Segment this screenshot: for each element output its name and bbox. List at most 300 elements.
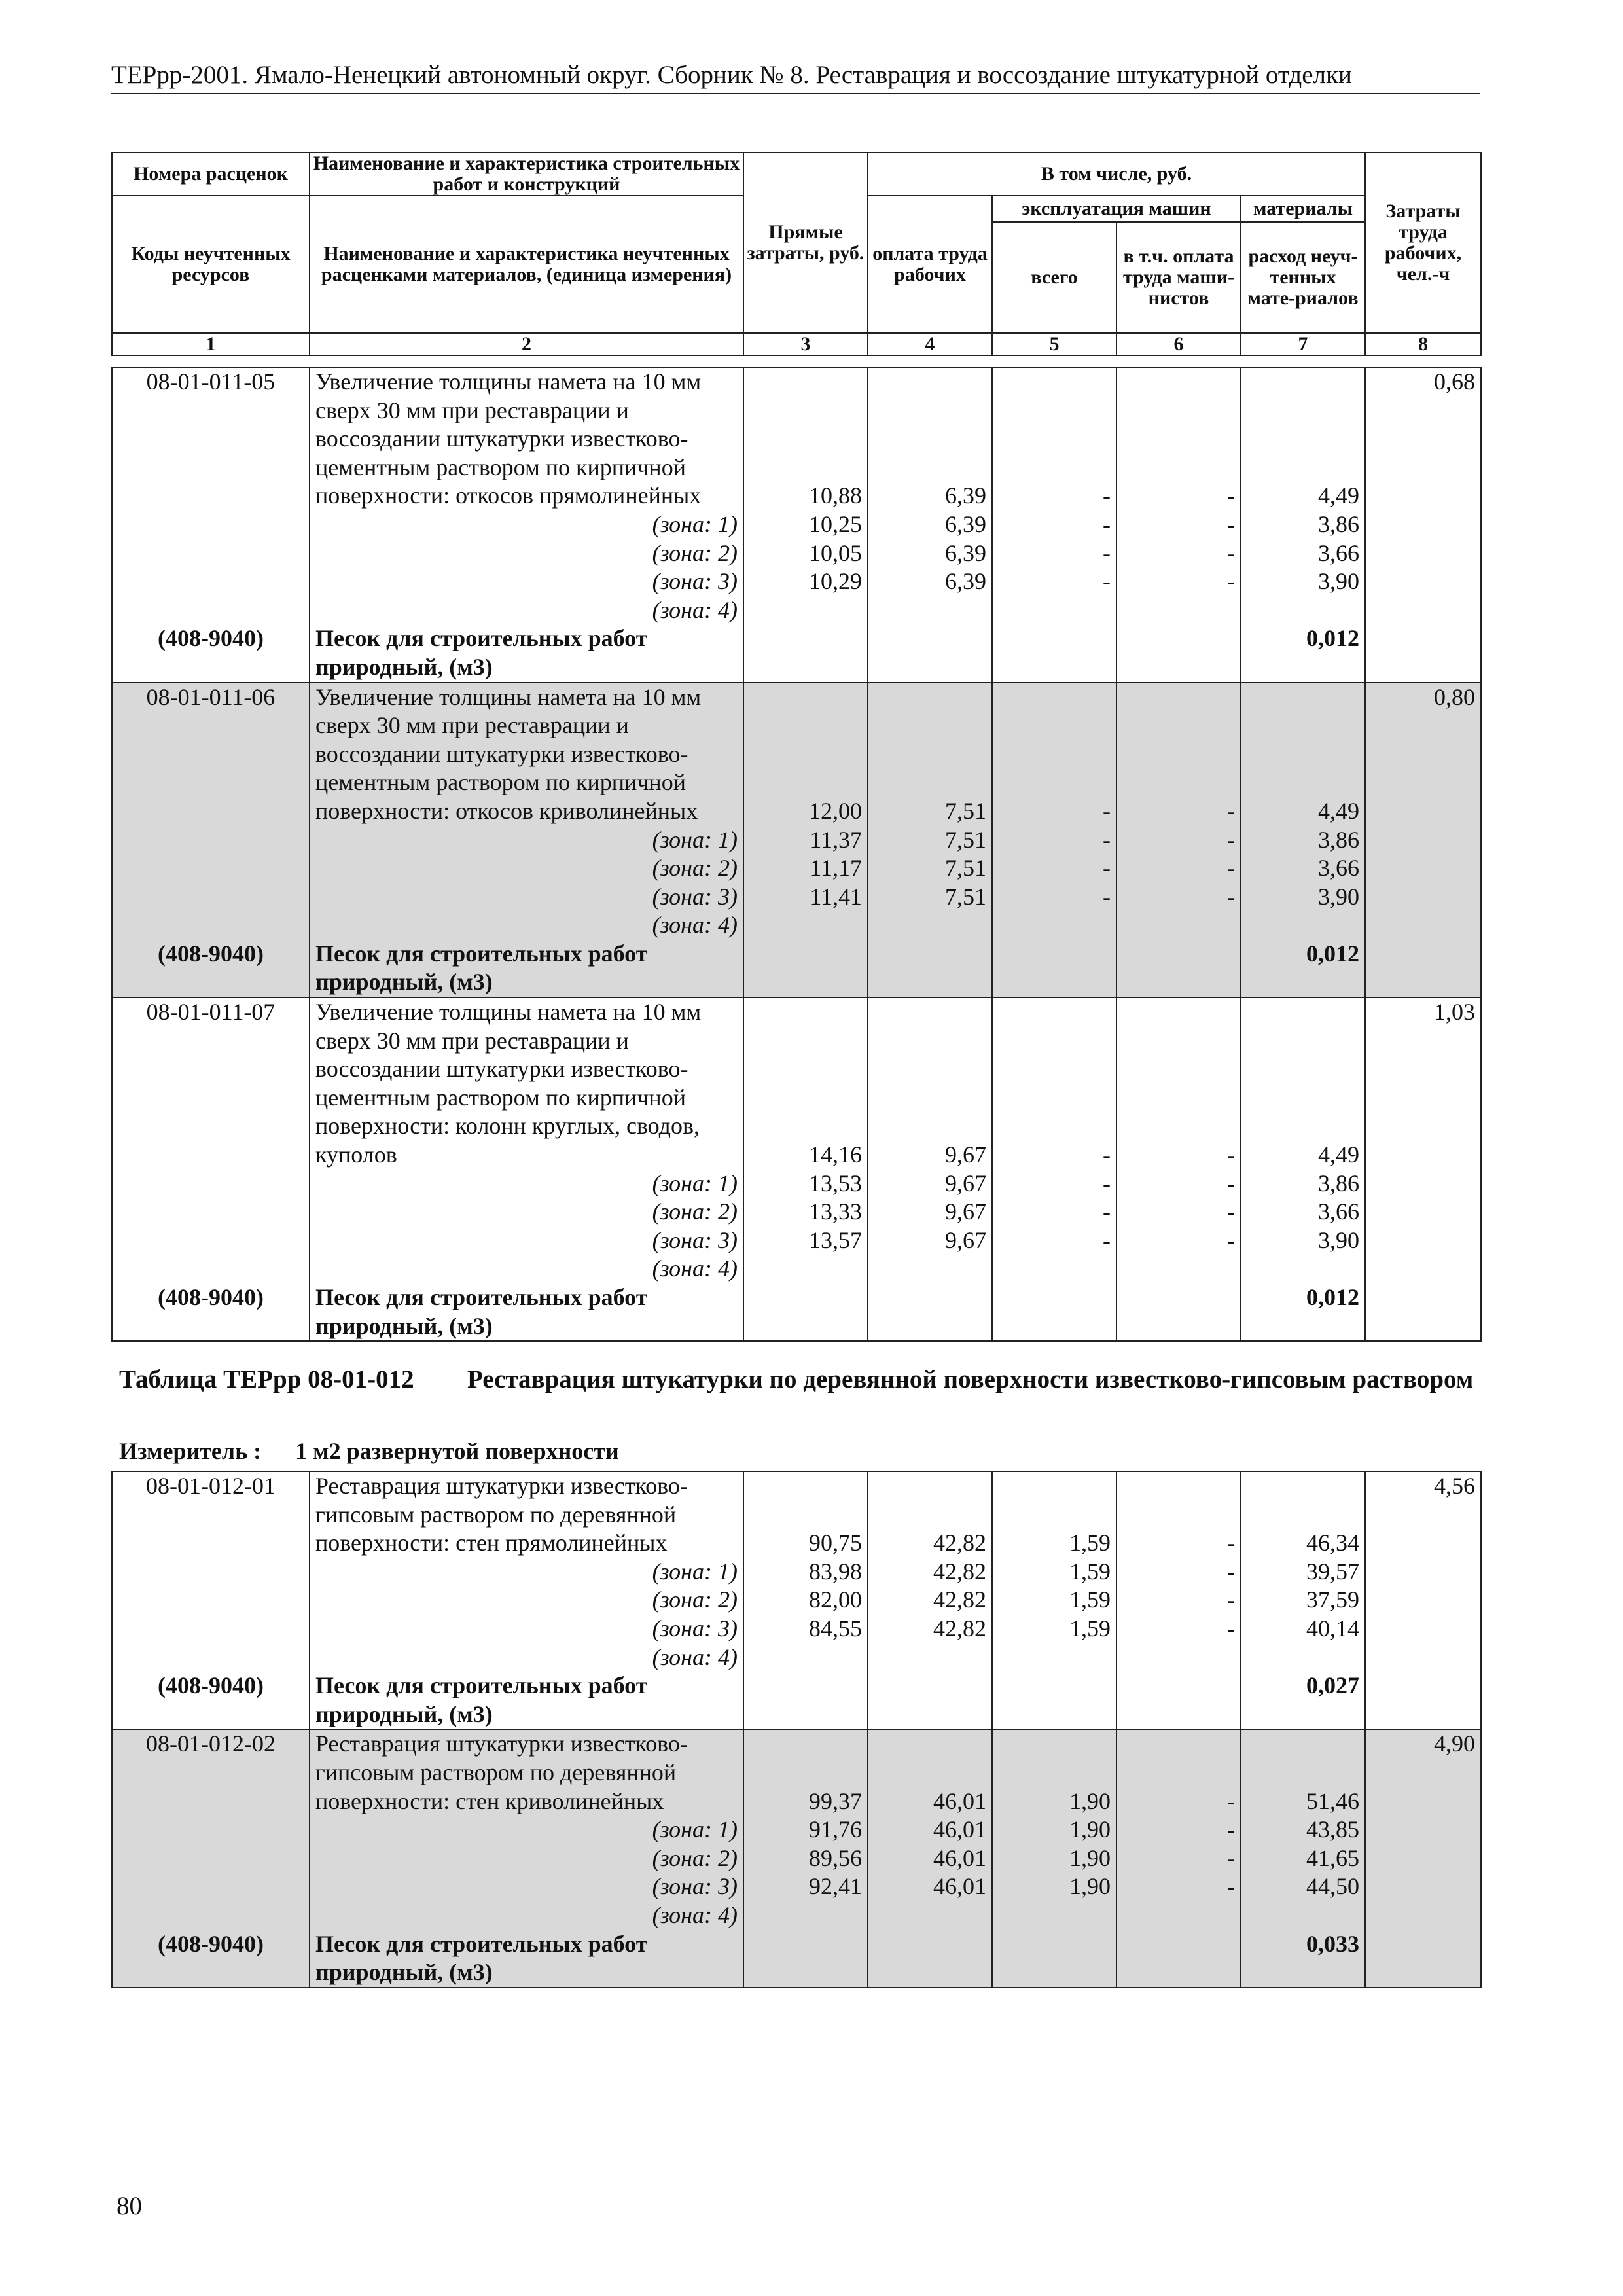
zone-label: (зона: 4) (652, 912, 738, 939)
empty-cell (1116, 1283, 1241, 1341)
worker-wages: 9,67 (945, 1141, 986, 1168)
direct-cost: 89,56 (809, 1844, 862, 1871)
machinist-wages: - (1227, 797, 1235, 824)
machine-cost: - (1103, 482, 1111, 509)
rates-table-08-01-011 (111, 367, 1482, 1342)
resource-consumption-cell (1241, 1283, 1365, 1341)
spacer (874, 1084, 986, 1113)
labor-hours: 0,80 (1434, 683, 1475, 710)
rate-code: 08-01-011-06 (146, 683, 276, 710)
rate-description-line: поверхности: откосов криволинейных (315, 797, 698, 824)
empty-cell (1116, 1672, 1241, 1729)
spacer (749, 683, 862, 712)
worker-wages: 7,51 (945, 826, 986, 853)
machine-cost: 1,90 (1069, 1787, 1111, 1814)
zone-label: (зона: 1) (652, 1816, 738, 1843)
zone-label: (зона: 2) (652, 855, 738, 882)
zone-label: (зона: 4) (652, 1255, 738, 1282)
header-material-consumption: расход неуч-тенных мате-риалов (1241, 222, 1365, 333)
resource-consumption-cell (1241, 624, 1365, 682)
spacer (874, 998, 986, 1027)
direct-cost: 13,57 (809, 1227, 862, 1253)
spacer (749, 1472, 862, 1501)
worker-wages-cell (868, 1729, 992, 1929)
resource-name-cell (310, 1672, 743, 1729)
spacer (749, 998, 862, 1027)
machine-cost-cell (992, 367, 1116, 624)
column-number: 7 (1241, 333, 1365, 355)
rate-row (112, 683, 1481, 940)
spacer (749, 1084, 862, 1113)
spacer (998, 1472, 1111, 1501)
direct-cost: 11,17 (810, 855, 862, 882)
machinist-wages: - (1227, 1615, 1235, 1641)
empty-cell (868, 1283, 992, 1341)
machine-cost: 1,59 (1069, 1587, 1111, 1613)
material-cost: 4,49 (1318, 482, 1359, 509)
resource-row (112, 940, 1481, 997)
resource-code-cell (112, 1283, 310, 1341)
material-cost: 3,86 (1318, 1170, 1359, 1196)
worker-wages: 9,67 (945, 1227, 986, 1253)
machinist-wages: - (1227, 883, 1235, 910)
header-including: В том числе, руб. (868, 152, 1365, 196)
empty-cell (1365, 1283, 1481, 1341)
machine-cost: - (1103, 1170, 1111, 1196)
direct-cost: 11,37 (810, 826, 862, 853)
spacer (998, 397, 1111, 425)
machine-cost: 1,59 (1069, 1530, 1111, 1556)
empty-cell (992, 1672, 1116, 1729)
rate-description-line: куполов (315, 1141, 397, 1168)
rate-description-line: поверхности: колонн круглых, сводов, (315, 1113, 700, 1139)
rate-row (112, 367, 1481, 624)
spacer (1247, 768, 1359, 797)
column-number: 8 (1365, 333, 1481, 355)
resource-row (112, 1930, 1481, 1988)
material-cost-cell (1241, 1729, 1365, 1929)
zone-label: (зона: 4) (652, 596, 738, 623)
spacer (749, 1055, 862, 1084)
spacer (1122, 683, 1235, 712)
spacer (998, 454, 1111, 482)
rate-description-line: Увеличение толщины намета на 10 мм (315, 683, 702, 710)
machine-cost: - (1103, 1227, 1111, 1253)
machine-cost: 1,59 (1069, 1615, 1111, 1641)
rate-code: 08-01-012-01 (146, 1473, 276, 1499)
spacer (749, 711, 862, 740)
rate-description-line: сверх 30 мм при реставрации и (315, 1027, 629, 1054)
resource-code: (408-9040) (158, 940, 264, 967)
direct-cost-cell (743, 997, 868, 1283)
material-cost: 39,57 (1306, 1558, 1359, 1585)
section-table-label: Таблица ТЕРрр 08-01-012 (119, 1365, 414, 1393)
spacer (1122, 1759, 1235, 1787)
resource-name-cell (310, 624, 743, 682)
spacer (874, 425, 986, 454)
machine-cost: 1,90 (1069, 1816, 1111, 1843)
spacer (874, 1055, 986, 1084)
header-numbers: Номера расценок (112, 152, 310, 196)
header-wages: оплата труда рабочих (868, 196, 992, 333)
worker-wages: 7,51 (945, 883, 986, 910)
spacer (1122, 1055, 1235, 1084)
material-cost: 4,49 (1318, 1141, 1359, 1168)
worker-wages: 42,82 (933, 1530, 986, 1556)
material-cost-cell (1241, 1471, 1365, 1672)
direct-cost: 14,16 (809, 1141, 862, 1168)
machine-cost: - (1103, 511, 1111, 537)
spacer (874, 711, 986, 740)
worker-wages-cell (868, 997, 992, 1283)
resource-code: (408-9040) (158, 1672, 264, 1699)
rate-description-line: поверхности: стен прямолинейных (315, 1530, 668, 1556)
spacer (1122, 368, 1235, 397)
resource-name-line: природный, (м3) (315, 1700, 493, 1727)
empty-cell (743, 1930, 868, 1988)
spacer (1247, 740, 1359, 769)
machine-cost: 1,90 (1069, 1844, 1111, 1871)
worker-wages: 46,01 (933, 1816, 986, 1843)
column-number: 5 (992, 333, 1116, 355)
rate-description-line: гипсовым раствором по деревянной (315, 1759, 677, 1785)
spacer (998, 1084, 1111, 1113)
spacer (998, 683, 1111, 712)
zone-label: (зона: 2) (652, 1844, 738, 1871)
worker-wages: 42,82 (933, 1558, 986, 1585)
spacer (874, 1501, 986, 1530)
machinist-wages-cell (1116, 1729, 1241, 1929)
spacer (1122, 740, 1235, 769)
labor-cell (1365, 683, 1481, 940)
column-number-row (112, 333, 1481, 355)
empty-cell (992, 1930, 1116, 1988)
resource-name-cell (310, 1283, 743, 1341)
column-number: 2 (310, 333, 743, 355)
spacer (1122, 768, 1235, 797)
spacer (749, 1501, 862, 1530)
spacer (998, 425, 1111, 454)
spacer (874, 768, 986, 797)
labor-cell (1365, 1471, 1481, 1672)
labor-cell (1365, 997, 1481, 1283)
resource-name-line: Песок для строительных работ (315, 940, 648, 967)
labor-hours: 1,03 (1434, 999, 1475, 1026)
spacer (998, 711, 1111, 740)
empty-cell (868, 940, 992, 997)
header-materials: материалы (1241, 196, 1365, 222)
empty-cell (992, 624, 1116, 682)
resource-consumption-cell (1241, 1672, 1365, 1729)
header-machines-total: всего (992, 222, 1116, 333)
direct-cost: 11,41 (810, 883, 862, 910)
empty-cell (1116, 940, 1241, 997)
spacer (874, 1472, 986, 1501)
spacer (749, 1730, 862, 1759)
header-name-unaccounted: Наименование и характеристика неучтенных расценками материалов, (единица измерения) (310, 196, 743, 333)
machine-cost-cell (992, 997, 1116, 1283)
machinist-wages: - (1227, 826, 1235, 853)
direct-cost: 91,76 (809, 1816, 862, 1843)
empty-cell (992, 1283, 1116, 1341)
machine-cost: - (1103, 797, 1111, 824)
machine-cost: 1,90 (1069, 1873, 1111, 1900)
direct-cost: 10,05 (809, 539, 862, 566)
empty-cell (1116, 624, 1241, 682)
meter-value: 1 м2 развернутой поверхности (295, 1438, 619, 1464)
empty-cell (1365, 1672, 1481, 1729)
resource-consumption-cell (1241, 940, 1365, 997)
rate-description-line: цементным раствором по кирпичной (315, 769, 686, 796)
rate-code-cell (112, 1471, 310, 1672)
spacer (1122, 1501, 1235, 1530)
rate-description-cell (310, 1471, 743, 1672)
resource-consumption: 0,012 (1306, 625, 1359, 652)
page-number: 80 (116, 2192, 142, 2220)
zone-label: (зона: 3) (652, 1873, 738, 1900)
spacer (1247, 454, 1359, 482)
direct-cost: 10,29 (809, 568, 862, 595)
header-labor: Затраты труда рабочих, чел.-ч (1365, 152, 1481, 333)
spacer (874, 1759, 986, 1787)
empty-cell (1365, 1930, 1481, 1988)
direct-cost: 10,88 (809, 482, 862, 509)
spacer (1122, 1472, 1235, 1501)
resource-code: (408-9040) (158, 625, 264, 652)
spacer (874, 1027, 986, 1056)
resource-name-line: природный, (м3) (315, 969, 493, 996)
worker-wages: 46,01 (933, 1873, 986, 1900)
spacer (1122, 998, 1235, 1027)
spacer (998, 1027, 1111, 1056)
direct-cost-cell (743, 367, 868, 624)
spacer (1247, 998, 1359, 1027)
labor-cell (1365, 1729, 1481, 1929)
zone-label: (зона: 3) (652, 1227, 738, 1253)
zone-label: (зона: 4) (652, 1643, 738, 1670)
machine-cost-cell (992, 1471, 1116, 1672)
labor-hours: 4,90 (1434, 1731, 1475, 1757)
zone-label: (зона: 2) (652, 1587, 738, 1613)
spacer (1247, 711, 1359, 740)
resource-name-line: природный, (м3) (315, 653, 493, 680)
spacer (749, 454, 862, 482)
resource-name-line: Песок для строительных работ (315, 625, 648, 652)
machine-cost: - (1103, 568, 1111, 595)
spacer (1247, 397, 1359, 425)
header-machines: эксплуатация машин (992, 196, 1241, 222)
material-cost: 3,66 (1318, 1198, 1359, 1225)
spacer (1247, 1027, 1359, 1056)
column-number: 3 (743, 333, 868, 355)
header-machinist-wages: в т.ч. оплата труда маши-нистов (1116, 222, 1241, 333)
resource-code-cell (112, 1930, 310, 1988)
direct-cost: 10,25 (809, 511, 862, 537)
resource-consumption-cell (1241, 1930, 1365, 1988)
spacer (1247, 368, 1359, 397)
column-number: 6 (1116, 333, 1241, 355)
spacer (749, 1759, 862, 1787)
machinist-wages: - (1227, 511, 1235, 537)
material-cost: 44,50 (1306, 1873, 1359, 1900)
resource-name-line: Песок для строительных работ (315, 1672, 648, 1699)
rate-description-line: Реставрация штукатурки известково- (315, 1731, 688, 1757)
direct-cost: 83,98 (809, 1558, 862, 1585)
resource-name-line: природный, (м3) (315, 1959, 493, 1986)
direct-cost: 12,00 (809, 797, 862, 824)
machinist-wages: - (1227, 1787, 1235, 1814)
zone-label: (зона: 1) (652, 826, 738, 853)
worker-wages: 6,39 (945, 511, 986, 537)
rate-description-line: поверхности: стен криволинейных (315, 1787, 664, 1814)
material-cost-cell (1241, 683, 1365, 940)
material-cost: 3,90 (1318, 568, 1359, 595)
spacer (1247, 1730, 1359, 1759)
resource-name-line: Песок для строительных работ (315, 1930, 648, 1957)
material-cost: 40,14 (1306, 1615, 1359, 1641)
empty-cell (743, 624, 868, 682)
material-cost: 4,49 (1318, 797, 1359, 824)
resource-row (112, 1672, 1481, 1729)
header-direct-costs: Прямые затраты, руб. (743, 152, 868, 333)
spacer (1247, 1501, 1359, 1530)
spacer (874, 454, 986, 482)
rate-description-cell (310, 1729, 743, 1929)
worker-wages: 46,01 (933, 1787, 986, 1814)
resource-name-cell (310, 940, 743, 997)
machine-cost-cell (992, 1729, 1116, 1929)
column-number: 1 (112, 333, 310, 355)
machinist-wages: - (1227, 1587, 1235, 1613)
rate-description-cell (310, 997, 743, 1283)
machinist-wages: - (1227, 482, 1235, 509)
spacer (749, 397, 862, 425)
spacer (874, 397, 986, 425)
spacer (1122, 1730, 1235, 1759)
spacer (749, 425, 862, 454)
rate-description-line: цементным раствором по кирпичной (315, 454, 686, 480)
rate-description-cell (310, 367, 743, 624)
spacer (1122, 1112, 1235, 1141)
zone-label: (зона: 3) (652, 568, 738, 595)
direct-cost: 82,00 (809, 1587, 862, 1613)
rates-table-08-01-012 (111, 1471, 1482, 1988)
labor-hours: 4,56 (1434, 1473, 1475, 1499)
resource-consumption: 0,012 (1306, 940, 1359, 967)
rate-description-line: сверх 30 мм при реставрации и (315, 397, 629, 423)
spacer (998, 1730, 1111, 1759)
spacer (749, 1027, 862, 1056)
resource-name-line: Песок для строительных работ (315, 1284, 648, 1310)
column-header-table (111, 152, 1482, 356)
spacer (998, 1501, 1111, 1530)
rate-row (112, 1729, 1481, 1929)
spacer (1247, 1084, 1359, 1113)
worker-wages: 9,67 (945, 1170, 986, 1196)
direct-cost-cell (743, 1729, 868, 1929)
page-header: ТЕРрр-2001. Ямало-Ненецкий автономный округ. Сборник № 8. Реставрация и воссоздание штукатурной отделки (111, 60, 1480, 94)
spacer (998, 368, 1111, 397)
empty-cell (992, 940, 1116, 997)
machinist-wages-cell (1116, 1471, 1241, 1672)
rate-description-line: сверх 30 мм при реставрации и (315, 712, 629, 739)
spacer (1122, 1084, 1235, 1113)
machine-cost: - (1103, 1141, 1111, 1168)
empty-cell (1365, 940, 1481, 997)
empty-cell (868, 624, 992, 682)
spacer (874, 1730, 986, 1759)
rate-code-cell (112, 1729, 310, 1929)
machinist-wages-cell (1116, 997, 1241, 1283)
machinist-wages: - (1227, 1170, 1235, 1196)
spacer (998, 1112, 1111, 1141)
spacer (1122, 397, 1235, 425)
spacer (874, 740, 986, 769)
machinist-wages-cell (1116, 367, 1241, 624)
empty-cell (743, 1283, 868, 1341)
spacer (874, 368, 986, 397)
spacer (1247, 683, 1359, 712)
worker-wages-cell (868, 367, 992, 624)
spacer (874, 683, 986, 712)
direct-cost: 13,33 (809, 1198, 862, 1225)
spacer (1247, 425, 1359, 454)
machinist-wages: - (1227, 1816, 1235, 1843)
spacer (1247, 1055, 1359, 1084)
rate-code: 08-01-011-07 (146, 999, 276, 1026)
column-number: 4 (868, 333, 992, 355)
direct-cost-cell (743, 683, 868, 940)
zone-label: (зона: 3) (652, 883, 738, 910)
section-table-title: Реставрация штукатурки по деревянной поверхности известково-гипсовым раствором (467, 1365, 1474, 1393)
spacer (998, 740, 1111, 769)
spacer (998, 1055, 1111, 1084)
machinist-wages: - (1227, 1558, 1235, 1585)
rate-description-line: воссоздании штукатурки известково- (315, 425, 688, 452)
machine-cost: - (1103, 883, 1111, 910)
worker-wages: 6,39 (945, 568, 986, 595)
resource-code-cell (112, 624, 310, 682)
spacer (1122, 711, 1235, 740)
spacer (1122, 454, 1235, 482)
resource-name-cell (310, 1930, 743, 1988)
spacer (874, 1112, 986, 1141)
rate-code-cell (112, 367, 310, 624)
spacer (998, 1759, 1111, 1787)
machinist-wages: - (1227, 1141, 1235, 1168)
zone-label: (зона: 4) (652, 1901, 738, 1928)
worker-wages: 42,82 (933, 1615, 986, 1641)
material-cost-cell (1241, 367, 1365, 624)
zone-label: (зона: 3) (652, 1615, 738, 1641)
empty-cell (868, 1672, 992, 1729)
rate-description-line: Увеличение толщины намета на 10 мм (315, 999, 702, 1026)
resource-code-cell (112, 940, 310, 997)
resource-name-line: природный, (м3) (315, 1312, 493, 1339)
spacer (1247, 1759, 1359, 1787)
rate-description-line: Увеличение толщины намета на 10 мм (315, 368, 702, 395)
rate-code: 08-01-011-05 (146, 368, 276, 395)
zone-label: (зона: 1) (652, 511, 738, 537)
resource-consumption: 0,033 (1306, 1930, 1359, 1957)
material-cost: 43,85 (1306, 1816, 1359, 1843)
material-cost: 46,34 (1306, 1530, 1359, 1556)
meter-label: Измеритель : (119, 1438, 262, 1464)
direct-cost: 92,41 (809, 1873, 862, 1900)
machinist-wages: - (1227, 1844, 1235, 1871)
material-cost: 3,66 (1318, 539, 1359, 566)
rate-description-line: воссоздании штукатурки известково- (315, 1056, 688, 1083)
